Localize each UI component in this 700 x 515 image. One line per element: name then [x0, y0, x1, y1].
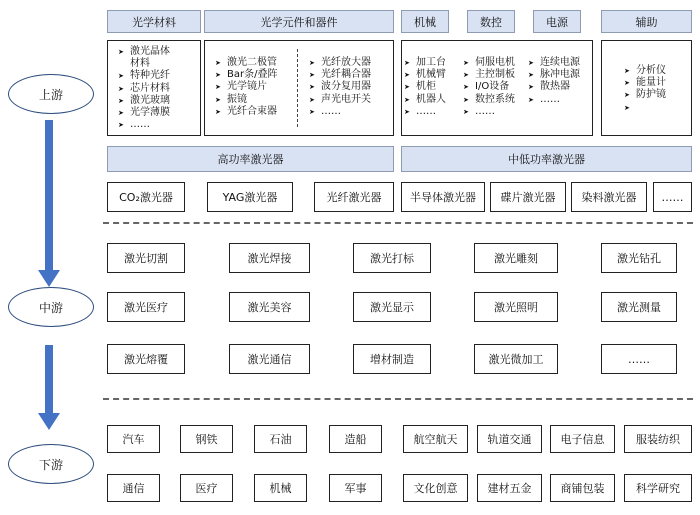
application-box [474, 292, 558, 322]
list-item-text: 机械臂 [416, 69, 446, 81]
list-column [215, 57, 277, 118]
box-label: 激光照明 [494, 301, 538, 314]
box-label: 碟片激光器 [500, 191, 556, 204]
industry-box [180, 474, 233, 502]
list-item [404, 69, 446, 81]
box-label: 激光焊接 [247, 252, 292, 265]
bullet-icon: ➤ [624, 103, 630, 112]
box-label: YAG激光器 [222, 191, 278, 204]
list-item [624, 89, 666, 101]
header-low-power-lasers [401, 146, 692, 172]
industry-box [403, 474, 468, 502]
box-label: 激光通信 [247, 353, 292, 366]
bullet-icon: ➤ [404, 95, 410, 104]
stage-downstream-label: 下游 [38, 457, 63, 472]
bullet-icon: ➤ [309, 95, 315, 104]
list-item [215, 69, 277, 81]
header-label: 数控 [480, 15, 502, 29]
box-label: 电子信息 [560, 433, 605, 446]
industry-box [254, 425, 307, 453]
industry-box [477, 474, 542, 502]
list-item [309, 106, 371, 118]
header-label: 电源 [546, 15, 568, 29]
list-auxiliary [601, 40, 692, 136]
list-item [309, 69, 371, 81]
list-item-text: 数控系统 [475, 93, 515, 105]
column-divider [297, 49, 298, 127]
list-item-text: …… [321, 105, 341, 117]
box-label: 激光测量 [617, 301, 661, 314]
application-box [229, 292, 310, 322]
bullet-icon: ➤ [404, 59, 410, 67]
list-item [528, 69, 580, 81]
box-label: 激光打标 [370, 252, 414, 265]
header-optical-materials [107, 10, 201, 33]
box-label: 建材五金 [487, 482, 532, 495]
industry-box [477, 425, 542, 453]
box-label: …… [628, 352, 650, 366]
list-item-text: …… [416, 105, 436, 117]
box-label: 激光熔覆 [124, 353, 168, 366]
stage-downstream [8, 444, 94, 484]
list-item-text: …… [475, 105, 495, 117]
application-box [353, 243, 431, 273]
industry-box [254, 474, 307, 502]
header-optical-components [204, 10, 394, 33]
bullet-icon: ➤ [528, 95, 534, 104]
box-label: 造船 [344, 433, 367, 446]
list-item-text: 振镜 [227, 93, 247, 105]
list-item-text: 伺服电机 [475, 57, 515, 68]
box-label: 医疗 [195, 482, 218, 495]
application-box [601, 292, 677, 322]
application-box [107, 243, 185, 273]
header-auxiliary [601, 10, 692, 33]
box-label: 石油 [269, 433, 292, 446]
list-item [463, 81, 515, 93]
box-label: 增材制造 [370, 353, 414, 366]
application-box [107, 344, 185, 374]
list-item [528, 81, 580, 93]
list-item [215, 81, 277, 93]
list-item-text: 材料 [130, 58, 150, 70]
list-item-text: 防护镜 [636, 89, 666, 101]
box-label: 文化创意 [413, 482, 458, 495]
bullet-icon: ➤ [118, 109, 124, 118]
box-label: 汽车 [122, 433, 145, 446]
industry-box [550, 474, 615, 502]
list-item-text: 光学镜片 [227, 81, 267, 93]
list-item [309, 57, 371, 69]
bullet-icon: ➤ [309, 71, 315, 80]
bullet-icon: ➤ [624, 79, 630, 88]
laser-type-more [653, 182, 692, 212]
box-label: 轨道交通 [487, 433, 532, 446]
list-item [624, 65, 666, 77]
stage-upstream-label: 上游 [38, 87, 63, 102]
list-item [118, 70, 170, 82]
list-item [624, 77, 666, 89]
industry-box [624, 425, 692, 453]
industry-box [180, 425, 233, 453]
bullet-icon: ➤ [215, 83, 221, 92]
box-label: 激光微加工 [488, 353, 544, 366]
list-item-text: …… [540, 93, 560, 105]
bullet-icon: ➤ [118, 121, 124, 130]
box-label: 通信 [122, 482, 145, 495]
bullet-icon: ➤ [463, 95, 469, 104]
bullet-icon: ➤ [528, 59, 534, 67]
header-cnc [467, 10, 515, 33]
header-label: 光学元件和器件 [260, 15, 338, 29]
bullet-icon: ➤ [463, 83, 469, 92]
application-box [601, 344, 677, 374]
laser-type-yag [207, 182, 293, 212]
list-item-text: …… [130, 119, 150, 131]
list-item [528, 57, 580, 69]
bullet-icon: ➤ [309, 83, 315, 92]
bullet-icon: ➤ [215, 95, 221, 104]
laser-type-disk [490, 182, 566, 212]
bullet-icon: ➤ [463, 107, 469, 116]
application-box [353, 292, 431, 322]
list-item [118, 83, 170, 95]
list-item [463, 106, 515, 118]
box-label: 激光美容 [247, 301, 292, 314]
box-label: 商铺包装 [560, 482, 605, 495]
list-item-text: 芯片材料 [130, 82, 170, 94]
industry-box [403, 425, 468, 453]
laser-type-fiber [314, 182, 394, 212]
list-item-text: 波分复用器 [321, 81, 371, 93]
header-label: 辅助 [635, 15, 658, 29]
arrow-midstream-to-downstream [38, 345, 60, 430]
header-label: 高功率激光器 [217, 153, 284, 166]
industry-box [329, 474, 382, 502]
bullet-icon: ➤ [404, 107, 410, 116]
list-item [118, 119, 170, 131]
box-label: 钢铁 [195, 433, 218, 446]
application-box [229, 243, 310, 273]
header-label: 机械 [414, 15, 436, 29]
bullet-icon: ➤ [309, 59, 315, 67]
bullet-icon: ➤ [215, 59, 221, 67]
header-high-power-lasers [107, 146, 394, 172]
industry-box [107, 474, 160, 502]
section-divider [103, 222, 693, 224]
box-label: 激光钻孔 [617, 252, 661, 265]
list-optical-materials [107, 40, 201, 136]
application-box [107, 292, 185, 322]
laser-type-semiconductor [401, 182, 485, 212]
bullet-icon: ➤ [309, 107, 315, 116]
bullet-icon: ➤ [215, 71, 221, 80]
industry-box [550, 425, 615, 453]
list-item [215, 106, 277, 118]
list-item [118, 58, 170, 70]
list-item-text: 光纤耦合器 [321, 69, 371, 81]
stage-midstream [8, 287, 94, 327]
industry-box [107, 425, 160, 453]
bullet-icon: ➤ [528, 83, 534, 92]
application-box [353, 344, 431, 374]
bullet-icon: ➤ [528, 71, 534, 80]
bullet-icon: ➤ [624, 91, 630, 100]
list-item [463, 57, 515, 69]
list-column [118, 46, 170, 131]
list-item-text: Bar条/叠阵 [227, 69, 278, 81]
bullet-icon: ➤ [463, 71, 469, 80]
list-item-text: 激光二极管 [227, 57, 277, 68]
list-item-text: 激光玻璃 [130, 94, 170, 106]
header-mechanical [401, 10, 449, 33]
list-item-text: 散热器 [540, 81, 570, 93]
list-item [309, 94, 371, 106]
arrow-upstream-to-midstream [38, 120, 60, 287]
list-optical-components [204, 40, 394, 136]
bullet-icon: ➤ [215, 107, 221, 116]
box-label: CO₂激光器 [119, 191, 173, 204]
box-label: 激光医疗 [124, 301, 168, 314]
list-column [624, 65, 666, 114]
list-item [528, 94, 580, 106]
list-item [463, 69, 515, 81]
list-column [404, 57, 446, 118]
application-box [601, 243, 677, 273]
list-item [404, 106, 446, 118]
stage-upstream [8, 74, 94, 114]
box-label: 服装纺织 [636, 433, 680, 446]
box-label: 机械 [269, 482, 292, 495]
stage-midstream-label: 中游 [38, 300, 63, 315]
list-item [215, 94, 277, 106]
bullet-icon: ➤ [118, 84, 124, 93]
list-item [404, 94, 446, 106]
header-label: 光学材料 [132, 15, 176, 29]
list-item-text: 脉冲电源 [540, 69, 580, 81]
industry-box [329, 425, 382, 453]
box-label: 光纤激光器 [326, 191, 382, 204]
application-box [474, 344, 558, 374]
laser-type-co2 [107, 182, 185, 212]
bullet-icon: ➤ [463, 59, 469, 67]
list-item-text: 激光晶体 [130, 46, 170, 57]
list-item-text: 能量计 [636, 77, 666, 89]
section-divider [103, 398, 693, 400]
list-item [463, 94, 515, 106]
list-item-text: 主控制板 [475, 69, 515, 81]
laser-type-dye [571, 182, 647, 212]
list-item-text: 光纤合束器 [227, 105, 277, 117]
list-item-text: 机柜 [416, 81, 436, 93]
header-label: 中低功率激光器 [508, 153, 585, 166]
list-column [463, 57, 515, 118]
list-item [309, 81, 371, 93]
list-mechanical-cnc-power [401, 40, 593, 136]
industry-box [624, 474, 692, 502]
list-item [215, 57, 277, 69]
list-item-text: 特种光纤 [130, 70, 170, 82]
list-item-text: 光学薄膜 [130, 107, 170, 119]
box-label: 激光显示 [370, 301, 414, 314]
box-label: 半导体激光器 [410, 191, 476, 204]
list-item-text: I/O设备 [475, 81, 510, 93]
list-item [118, 46, 170, 58]
list-item-text: 连续电源 [540, 57, 580, 68]
box-label: 科学研究 [636, 482, 680, 495]
list-item-text: 分析仪 [636, 65, 666, 76]
list-item [624, 102, 666, 114]
list-item-text: 光纤放大器 [321, 57, 371, 68]
list-item [118, 107, 170, 119]
box-label: 染料激光器 [581, 191, 637, 204]
application-box [229, 344, 310, 374]
list-column [528, 57, 580, 106]
list-item-text: 声光电开关 [321, 93, 371, 105]
list-item-text: 加工台 [416, 57, 446, 68]
bullet-icon: ➤ [624, 67, 630, 75]
application-box [474, 243, 558, 273]
header-power [533, 10, 581, 33]
list-item [118, 95, 170, 107]
box-label: 激光切割 [124, 252, 168, 265]
box-label: 航空航天 [413, 433, 458, 446]
bullet-icon: ➤ [118, 48, 124, 56]
list-column [309, 57, 371, 118]
bullet-icon: ➤ [404, 83, 410, 92]
list-item-text: 机器人 [416, 93, 446, 105]
bullet-icon: ➤ [118, 72, 124, 81]
bullet-icon: ➤ [404, 71, 410, 80]
box-label: …… [661, 190, 684, 204]
list-item [404, 57, 446, 69]
box-label: 激光雕刻 [494, 252, 538, 265]
list-item [404, 81, 446, 93]
bullet-icon: ➤ [118, 96, 124, 105]
box-label: 军事 [344, 482, 367, 495]
